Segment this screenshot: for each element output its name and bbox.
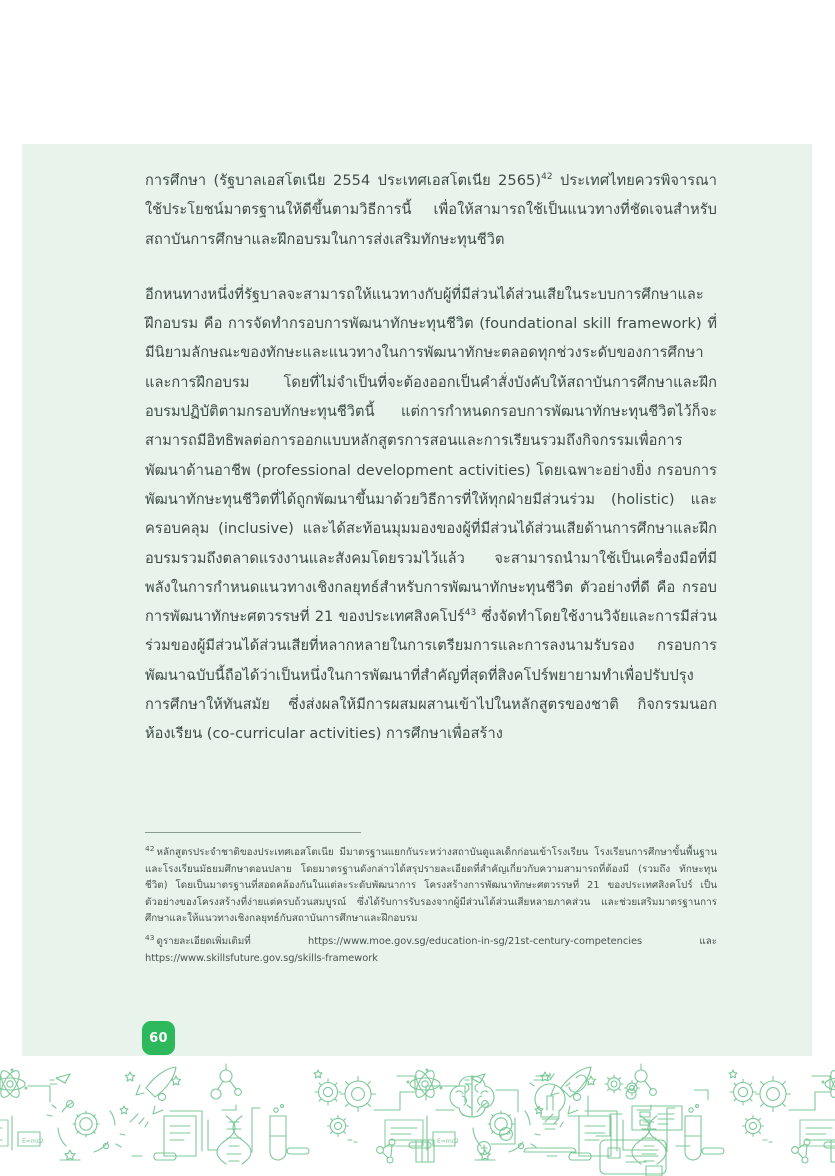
paragraph-text-after-footnote-marker: ซึ่งจัดทำโดยใช้งานวิจัยและการมีส่วนร่วมของผู้มีส่วนได้ส่วนเสียที่หลากหลายในการเตรียมการและการลงนามรับรอง กรอบการพัฒนาฉบับนี้ถือได้ว่าเป็นหนึ่งในการพัฒนาที่สำคัญที่สุดที่สิงคโปร์พยายามทำเพื่อปรับปรุงการศึกษาให้ทันสมัย ซึ่งส่งผลให้มีการผสมผสานเข้าไปในหลักสูตรของชาติ กิจกรรมนอกห้องเรียน (co-curricular activities) การศึกษาเพื่อสร้าง <box>145 608 717 743</box>
body-text-column <box>145 166 717 749</box>
footnote-reference-43[interactable]: 43 <box>464 608 477 619</box>
body-paragraph <box>145 280 717 749</box>
ornament-row <box>0 1064 835 1176</box>
footnote-text: หลักสูตรประจำชาติของประเทศเอสโตเนีย มีมาตรฐานแยกกันระหว่างสถาบันดูแลเด็กก่อนเข้าโรงเรียน โรงเรียนการศึกษาขั้นพื้นฐาน และโรงเรียนมัธยมศึกษาตอนปลาย โดยมาตรฐานดังกล่าวได้สรุปรายละเอียดที่สำคัญเกี่ยวกับความสามารถที่ต้องมี (รวมถึง ทักษะทุนชีวิต) โดยเป็นมาตรฐานที่สอดคล้องกันในแต่ละระดับพัฒนาการ โครงสร้างการพัฒนาทักษะศตวรรษที่ 21 ของประเทศสิงคโปร์ เป็นตัวอย่างของโครงสร้างที่ง่ายแต่ครบถ้วนสมบูรณ์ ซึ่งได้รับการรับรองจากผู้มีส่วนได้ส่วนเสียหลายภาคส่วน และช่วยเสริมมาตรฐานการศึกษาและให้แนวทางเชิงกลยุทธ์กับสถาบันการศึกษาและฝึกอบรม <box>145 847 717 925</box>
content-panel <box>22 144 812 1056</box>
paragraph-text-before-footnote-marker: การศึกษา (รัฐบาลเอสโตเนีย 2554 ประเทศเอสโตเนีย 2565) <box>145 172 542 189</box>
footnote-reference-42[interactable]: 42 <box>541 172 553 183</box>
footnote-marker-42: 42 <box>145 843 155 853</box>
paragraph-text-before-footnote-marker: อีกหนทางหนึ่งที่รัฐบาลจะสามารถให้แนวทางกับผู้ที่มีส่วนได้ส่วนเสียในระบบการศึกษาและฝึกอบรม คือ การจัดทำกรอบการพัฒนาทักษะทุนชีวิต (foundational skill framework) ที่มีนิยามลักษณะของทักษะและแนวทางในการพัฒนาทักษะตลอดทุกช่วงระดับของการศึกษาและการฝึกอบรม โดยที่ไม่จำเป็นที่จะต้องออกเป็นคำสั่งบังคับให้สถาบันการศึกษาและฝึกอบรมปฏิบัติตามกรอบทักษะทุนชีวิตนี้ แต่การกำหนดกรอบการพัฒนาทักษะทุนชีวิตไว้ก็จะสามารถมีอิทธิพลต่อการออกแบบหลักสูตรการสอนและการเรียนรวมถึงกิจกรรมเพื่อการพัฒนาด้านอาชีพ (professional development activities) โดยเฉพาะอย่างยิ่ง กรอบการพัฒนาทักษะทุนชีวิตที่ได้ถูกพัฒนาขึ้นมาด้วยวิธีการที่ให้ทุกฝ่ายมีส่วนร่วม (holistic) และครอบคลุม (inclusive) และได้สะท้อนมุมมองของผู้ที่มีส่วนได้ส่วนเสียด้านการศึกษาและฝึกอบรมรวมถึงตลาดแรงงานและสังคมโดยรวมไว้แล้ว จะสามารถนำมาใช้เป็นเครื่องมือที่มีพลังในการกำหนดแนวทางเชิงกลยุทธ์สำหรับการพัฒนาทักษะทุนชีวิต ตัวอย่างที่ดี คือ กรอบการพัฒนาทักษะศตวรรษที่ 21 ของประเทศสิงคโปร์ <box>145 285 717 626</box>
education-science-line-art-band: E=mc2 <box>0 1062 835 1176</box>
footnote-separator-rule <box>145 832 361 833</box>
footer-ornament-band <box>0 1062 835 1176</box>
footnote-item <box>145 845 717 928</box>
footnote-item <box>145 934 717 967</box>
body-paragraph <box>145 166 717 254</box>
paragraph-text-after-footnote-marker: ประเทศไทยควรพิจารณาใช้ประโยชน์มาตรฐานให้ดีขึ้นตามวิธีการนี้ เพื่อให้สามารถใช้เป็นแนวทางที่ชัดเจนสำหรับสถาบันการศึกษาและฝึกอบรมในการส่งเสริมทักษะทุนชีวิต <box>145 172 717 248</box>
footnote-text[interactable]: ดูรายละเอียดเพิ่มเติมที่ https://www.moe.gov.sg/education-in-sg/21st-century-competencies และ https://www.skillsfuture.gov.sg/skills-framework <box>145 935 717 964</box>
footnote-marker-43: 43 <box>145 932 155 942</box>
page-number-badge: 60 <box>142 1021 175 1055</box>
footnote-section <box>145 832 717 967</box>
